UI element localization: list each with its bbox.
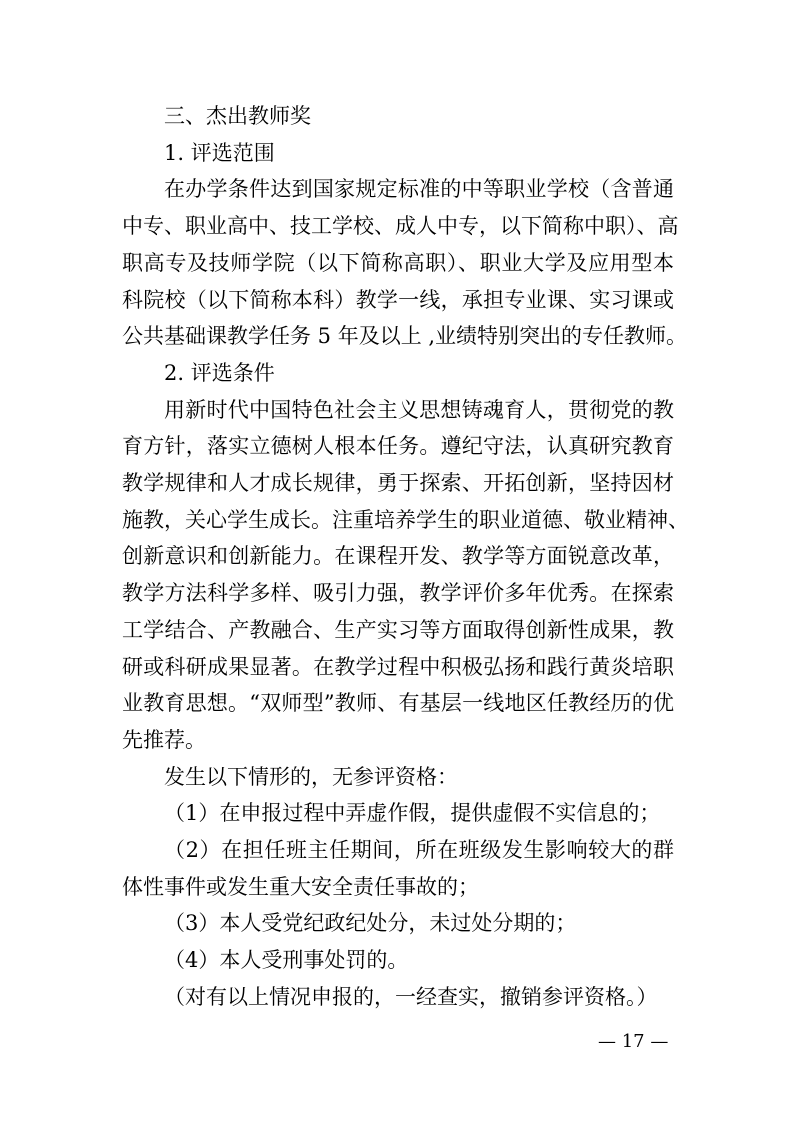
disqualification-item-continuation: 体性事件或发生重大安全责任事故的；	[122, 874, 479, 899]
section-heading: 三、杰出教师奖	[164, 104, 311, 128]
scope-paragraph-line: 职高专及技师学院（以下简称高职）、职业大学及应用型本	[122, 250, 674, 275]
disqualification-note: （对有以上情况申报的，一经查实，撤销参评资格。）	[164, 984, 658, 1009]
scope-paragraph-line: 科院校（以下简称本科）教学一线，承担专业课、实习课或	[122, 287, 674, 312]
scope-paragraph-line: 中专、职业高中、技工学校、成人中专，以下简称中职）、高	[122, 214, 679, 239]
conditions-paragraph-line: 研或科研成果显著。在教学过程中积极弘扬和践行黄炎培职	[122, 654, 674, 679]
disqualification-item: （4）本人受刑事处罚的。	[164, 948, 409, 973]
conditions-heading: 2. 评选条件	[164, 360, 275, 385]
scope-paragraph-line: 在办学条件达到国家规定标准的中等职业学校（含普通	[164, 177, 674, 202]
disqualification-item: （1）在申报过程中弄虚作假，提供虚假不实信息的；	[164, 801, 661, 826]
conditions-paragraph-line: 先推荐。	[122, 727, 206, 752]
conditions-paragraph-line: 业教育思想。“双师型”教师、有基层一线地区任教经历的优	[122, 691, 674, 716]
scope-paragraph-line: 公共基础课教学任务 5 年及以上 ,业绩特别突出的专任教师。	[122, 324, 688, 349]
document-body	[122, 98, 689, 1016]
disqualification-item: （3）本人受党纪政纪处分，未过处分期的；	[164, 911, 577, 936]
conditions-paragraph-line: 教学规律和人才成长规律，勇于探索、开拓创新，坚持因材	[122, 471, 674, 496]
conditions-paragraph-line: 创新意识和创新能力。在课程开发、教学等方面锐意改革，	[122, 544, 674, 569]
page-number: — 17 —	[598, 1031, 669, 1052]
conditions-paragraph-line: 教学方法科学多样、吸引力强，教学评价多年优秀。在探索	[122, 581, 674, 606]
conditions-paragraph-line: 育方针，落实立德树人根本任务。遵纪守法，认真研究教育	[122, 434, 674, 459]
conditions-paragraph-line: 用新时代中国特色社会主义思想铸魂育人，贯彻党的教	[164, 397, 674, 422]
disqualification-item: （2）在担任班主任期间，所在班级发生影响较大的群	[164, 838, 674, 863]
disqualification-intro: 发生以下情形的，无参评资格：	[164, 764, 458, 789]
conditions-paragraph-line: 施教，关心学生成长。注重培养学生的职业道德、敬业精神、	[122, 507, 689, 532]
scope-heading: 1. 评选范围	[164, 140, 275, 165]
conditions-paragraph-line: 工学结合、产教融合、生产实习等方面取得创新性成果，教	[122, 617, 674, 642]
